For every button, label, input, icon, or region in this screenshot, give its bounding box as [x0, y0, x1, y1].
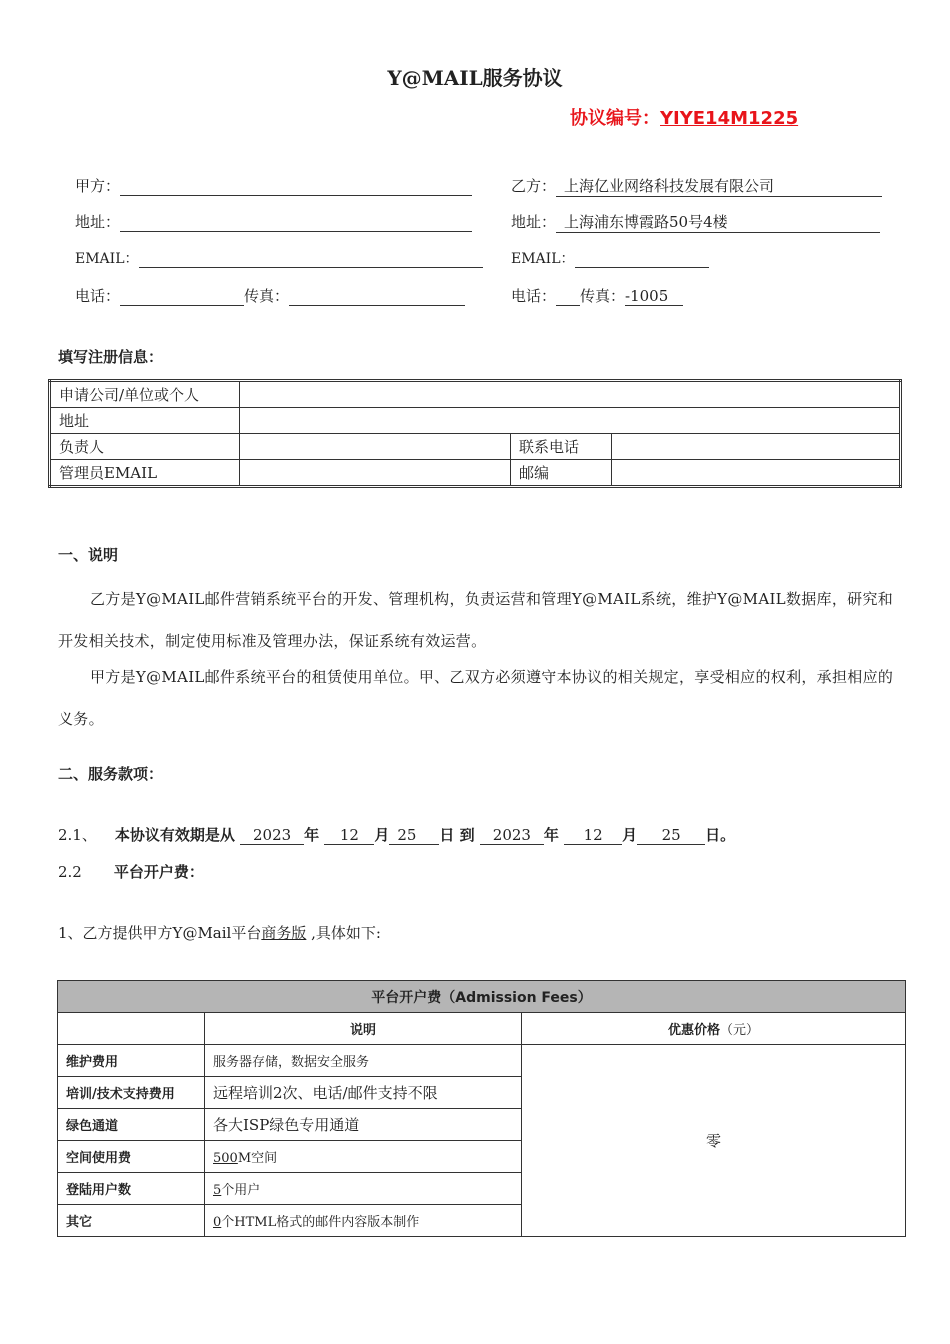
party-a-name-row: [75, 175, 472, 196]
start-month: 12: [324, 826, 374, 845]
fees-table: [57, 980, 906, 1237]
party-a-address-label: 地址：: [75, 213, 121, 231]
end-month-char: 月: [622, 826, 638, 844]
party-b-name-label: 乙方：: [511, 177, 557, 195]
party-a-name-field[interactable]: [120, 178, 472, 196]
start-year: 2023: [240, 826, 304, 845]
fees-table-wrap: [57, 980, 906, 1237]
party-b-address-label: 地址：: [511, 213, 557, 231]
end-month: 12: [564, 826, 622, 845]
party-a-name-label: 甲方：: [75, 177, 121, 195]
party-a-fax-field[interactable]: [289, 288, 465, 306]
agreement-number-code: YIYE14M1225: [660, 108, 799, 129]
company-label: 申请公司/单位或个人: [50, 381, 240, 408]
edition-suffix: ,具体如下:: [306, 924, 381, 942]
table-row: [50, 381, 901, 408]
end-year-char: 年: [543, 826, 559, 844]
postcode-input[interactable]: [612, 460, 901, 487]
price-value: 零: [522, 1045, 906, 1237]
fee-name: 培训/技术支持费用: [58, 1077, 205, 1109]
contact-label: 负责人: [50, 434, 240, 460]
fee-desc: 个HTML格式的邮件内容版本制作: [221, 1215, 420, 1230]
document-title: Y@MAIL服务协议: [387, 66, 563, 90]
fee-desc: 个用户: [221, 1183, 261, 1198]
company-input[interactable]: [240, 381, 901, 408]
party-b-address: 上海浦东博霞路50号4楼: [556, 211, 880, 233]
table-row: [50, 408, 901, 434]
party-a-phone-row: [75, 285, 465, 306]
party-a-address-field[interactable]: [120, 214, 472, 232]
party-a-phone-field[interactable]: [120, 288, 244, 306]
phone-input[interactable]: [612, 434, 901, 460]
admin-email-input[interactable]: [240, 460, 511, 487]
party-b-email-label: EMAIL：: [511, 251, 575, 267]
end-day: 25: [637, 826, 705, 845]
item-2-2-row: [58, 861, 204, 882]
registration-heading: 填写注册信息：: [58, 348, 164, 366]
party-a-email-row: [75, 248, 483, 268]
section1-para2: 甲方是Y@MAIL邮件系统平台的租赁使用单位。甲、乙双方必须遵守本协议的相关规定，享受相应的权利，承担相应的义务。: [58, 668, 894, 728]
col-price-label: 优惠价格: [667, 1023, 720, 1038]
fees-table-title: 平台开户费（Admission Fees）: [58, 981, 906, 1013]
registration-table: [48, 379, 902, 488]
party-b-address-row: [511, 211, 880, 233]
validity-row: [58, 824, 735, 845]
party-a-email-field[interactable]: [139, 250, 483, 268]
section1-heading: 一、说明: [58, 546, 119, 564]
agreement-number-label: 协议编号：: [570, 108, 660, 129]
address-input[interactable]: [240, 408, 901, 434]
address-label: 地址: [50, 408, 240, 434]
party-b-email-row: [511, 248, 709, 268]
col-price-header: [522, 1013, 906, 1045]
postcode-label: 邮编: [511, 460, 612, 487]
fee-name: 维护费用: [58, 1045, 205, 1077]
table-row: [58, 981, 906, 1013]
start-month-char: 月: [374, 826, 390, 844]
fee-desc: 各大ISP绿色专用通道: [205, 1109, 522, 1141]
party-a-fax-label: 传真：: [244, 287, 290, 305]
fee-name: 绿色通道: [58, 1109, 205, 1141]
fee-name: 其它: [58, 1205, 205, 1237]
fee-desc-cell: [205, 1141, 522, 1173]
start-day-char: 日: [439, 826, 455, 844]
agreement-number: [570, 104, 798, 130]
edition-name: 商务版: [261, 924, 307, 942]
party-b-phone-label: 电话：: [511, 287, 557, 305]
start-day: 25: [389, 826, 439, 845]
party-b-phone-row: [511, 285, 683, 306]
fee-num: 0: [213, 1215, 222, 1230]
fee-desc-cell: [205, 1173, 522, 1205]
fee-num: 500: [213, 1151, 238, 1166]
fee-name: 登陆用户数: [58, 1173, 205, 1205]
section1-para1: 乙方是Y@MAIL邮件营销系统平台的开发、管理机构，负责运营和管理Y@MAIL系统，维护Y@MAIL数据库，研究和开发相关技术，制定使用标准及管理办法，保证系统有效运营。: [58, 590, 894, 650]
party-b-email-field[interactable]: [575, 250, 709, 268]
table-row: [50, 460, 901, 487]
start-year-char: 年: [304, 826, 320, 844]
party-b-name-row: [511, 175, 882, 197]
end-year: 2023: [480, 826, 544, 845]
fee-num: 5: [213, 1183, 222, 1198]
party-b-fax-label: 传真：: [580, 287, 626, 305]
party-a-email-label: EMAIL：: [75, 251, 139, 267]
admin-email-label: 管理员EMAIL: [50, 460, 240, 487]
section2-heading: 二、服务款项：: [58, 765, 164, 783]
fee-desc: 远程培训2次、电话/邮件支持不限: [205, 1077, 522, 1109]
fee-desc: M空间: [237, 1151, 278, 1166]
party-a-address-row: [75, 211, 472, 232]
table-row: [58, 1013, 906, 1045]
party-b-phone-field[interactable]: [556, 288, 580, 306]
party-b-name: 上海亿业网络科技发展有限公司: [556, 175, 882, 197]
registration-table-wrap: [48, 379, 902, 488]
edition-prefix: 1、乙方提供甲方Y@Mail平台: [58, 924, 262, 942]
edition-row: [58, 922, 381, 943]
col-desc-header: 说明: [205, 1013, 522, 1045]
party-a-phone-label: 电话：: [75, 287, 121, 305]
party-b-fax: -1005: [625, 287, 683, 306]
col-price-unit: （元）: [720, 1023, 760, 1038]
fee-desc: 服务器存储，数据安全服务: [205, 1045, 522, 1077]
item-2-2-text: 平台开户费：: [113, 863, 204, 881]
table-row: [50, 434, 901, 460]
contact-input[interactable]: [240, 434, 511, 460]
item-2-1-num: 2.1、: [58, 826, 97, 844]
fee-name: 空间使用费: [58, 1141, 205, 1173]
end-day-char: 日。: [705, 826, 736, 844]
item-2-2-num: 2.2: [58, 863, 82, 881]
phone-label: 联系电话: [511, 434, 612, 460]
to-text: 到: [459, 826, 475, 844]
fee-desc-cell: [205, 1205, 522, 1237]
table-row: [58, 1045, 906, 1077]
validity-text: 本协议有效期是从: [114, 826, 235, 844]
